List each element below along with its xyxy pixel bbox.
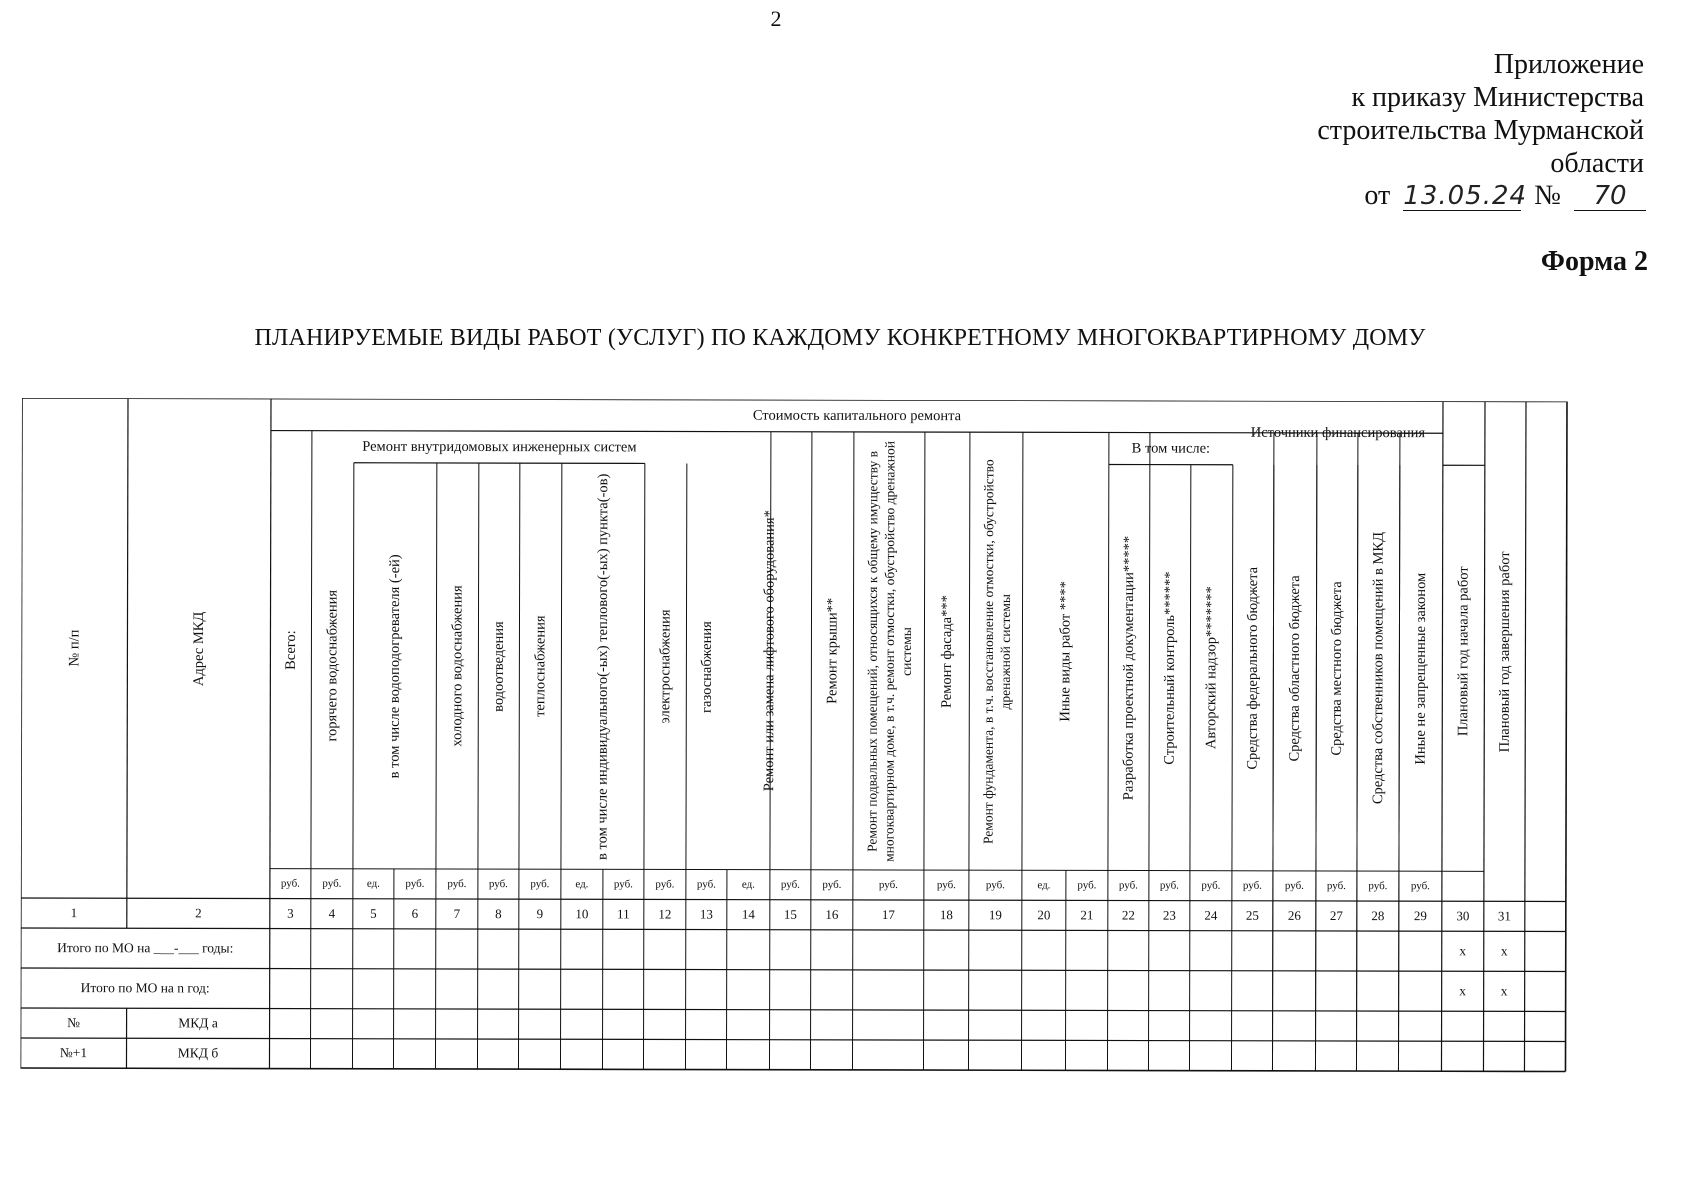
unit-label: руб.: [822, 878, 842, 891]
col-line: [1231, 465, 1232, 1071]
column-number: 11: [617, 906, 630, 922]
column-number: 27: [1329, 907, 1343, 923]
col-line: [852, 432, 853, 1070]
col-line: [477, 463, 478, 1069]
header-facade: Ремонт фасада***: [938, 594, 955, 708]
col-line: [1189, 465, 1190, 1071]
unit-label: руб.: [488, 878, 508, 891]
column-number: 5: [370, 905, 377, 921]
header-local-budget: Средства местного бюджета: [1328, 580, 1345, 756]
appendix-block: [1317, 48, 1644, 180]
col-line: [1107, 432, 1108, 1070]
header-federal-budget: Средства федерального бюджета: [1244, 566, 1261, 770]
header-group-including: В том числе:: [1131, 440, 1211, 457]
col-line: [560, 463, 561, 1069]
header-elevator: Ремонт или замена лифтового оборудования*: [760, 510, 778, 792]
row-mkd-a-number: №: [67, 1015, 81, 1031]
header-cold-water: холодного водоснабжения: [448, 585, 466, 747]
row-mkd-b-number: №+1: [59, 1045, 88, 1061]
header-regional-budget: Средства областного бюджета: [1286, 574, 1303, 762]
column-number: 1: [70, 905, 78, 921]
header-hot-water: горячего водоснабжения: [323, 589, 341, 742]
col-line: [310, 431, 311, 1069]
header-roof: Ремонт крыши**: [823, 597, 841, 704]
header-group-sources: Источники финансирования: [1250, 424, 1426, 442]
order-date-number: [1364, 180, 1646, 212]
header-other-works: Иные виды работ ****: [1056, 581, 1074, 722]
column-number: 8: [495, 906, 502, 922]
col-line: [810, 432, 811, 1070]
column-number: 18: [939, 907, 953, 923]
unit-label: руб.: [1201, 879, 1221, 892]
x-mark: х: [1500, 943, 1508, 959]
col-line: [685, 464, 686, 1070]
column-number: 21: [1080, 907, 1094, 923]
header-total: Всего:: [282, 629, 299, 670]
header-author-supervision: Авторский надзор*******: [1202, 586, 1220, 750]
unit-label: руб.: [878, 878, 898, 891]
column-number: 9: [536, 906, 544, 922]
unit-label: ед.: [741, 878, 755, 891]
col-line: [1315, 465, 1316, 1071]
header-design-docs: Разработка проектной документации*****: [1120, 535, 1137, 800]
unit-label: ед.: [366, 877, 380, 890]
unit-label: руб.: [1077, 879, 1097, 892]
column-number: 16: [825, 906, 839, 922]
appendix-line: строительства Мурманской: [1317, 115, 1644, 146]
header-group-engineering: Ремонт внутридомовых инженерных систем: [362, 438, 637, 456]
column-number: 13: [699, 906, 713, 922]
column-number: 15: [783, 906, 797, 922]
row-total-year: Итого по МО на n год:: [80, 980, 210, 996]
unit-label: руб.: [936, 879, 956, 892]
unit-label: руб.: [1118, 879, 1138, 892]
column-number: 20: [1037, 907, 1051, 923]
works-table: [20, 398, 1662, 1142]
unit-label: руб.: [322, 877, 342, 890]
page-number: 2: [770, 6, 782, 31]
handwritten-number: 70: [1574, 182, 1646, 211]
appendix-line: к приказу Министерства: [1351, 82, 1644, 113]
number-prefix: №: [1534, 180, 1561, 211]
header-heaters: в том числе водоподогревателя (-ей): [386, 553, 403, 778]
col-line: [1021, 432, 1022, 1070]
appendix-line: Приложение: [1493, 49, 1644, 80]
col-line: [1272, 465, 1273, 1071]
column-number: 28: [1371, 908, 1385, 924]
unit-label: руб.: [1284, 879, 1304, 892]
column-number: 25: [1245, 907, 1259, 923]
col-line: [435, 463, 436, 1069]
form-label: Форма 2: [1540, 246, 1648, 277]
header-electricity: электроснабжения: [656, 609, 674, 724]
header-basement: Ремонт подвальных помещений, относящихся к общему имуществу в многоквартирном доме, в т.ч. ремонт отмостки, обустройство дренажной системы: [863, 440, 914, 862]
unit-label: руб.: [1368, 880, 1388, 893]
column-number: 30: [1456, 908, 1470, 924]
x-mark: х: [1500, 983, 1508, 999]
unit-label: руб.: [405, 877, 425, 890]
column-number: 26: [1287, 907, 1301, 923]
column-number: 14: [741, 906, 755, 922]
unit-label: руб.: [1410, 880, 1430, 893]
column-number: 6: [411, 905, 419, 921]
column-number: 23: [1162, 907, 1176, 923]
column-number: 22: [1121, 907, 1135, 923]
col-line: [1148, 433, 1149, 1071]
x-mark: х: [1459, 943, 1467, 959]
col-line: [968, 432, 969, 1070]
column-number: 24: [1204, 907, 1218, 923]
col-line: [1356, 465, 1357, 1071]
row-total-period: Итого по МО на ___-___ годы:: [57, 940, 234, 956]
column-number: 2: [195, 905, 202, 921]
header-owners-funds: Средства собственников помещений в МКД: [1369, 531, 1387, 805]
column-number: 12: [658, 906, 672, 922]
unit-label: руб.: [655, 878, 675, 891]
unit-label: руб.: [530, 878, 550, 891]
header-start-year: Плановый год начала работ: [1454, 566, 1472, 737]
col-line: [643, 463, 644, 1069]
header-heating: теплоснабжения: [531, 615, 549, 717]
date-prefix: от: [1364, 180, 1391, 211]
col-line: [352, 463, 353, 1069]
unit-label: ед.: [575, 878, 589, 891]
col-line: [1398, 465, 1399, 1071]
unit-label: руб.: [1242, 879, 1262, 892]
column-number: 3: [287, 905, 294, 921]
col-line: [518, 463, 519, 1069]
appendix-line: области: [1550, 148, 1644, 179]
header-col-address: Адрес МКД: [190, 611, 207, 686]
header-foundation: Ремонт фундамента, в т.ч. восстановление отмостки, обустройство дренажной системы: [979, 458, 1013, 844]
unit-label: руб.: [613, 878, 633, 891]
column-number: 17: [881, 906, 895, 922]
document-title: ПЛАНИРУЕМЫЕ ВИДЫ РАБОТ (УСЛУГ) ПО КАЖДОМУ КОНКРЕТНОМУ МНОГОКВАРТИРНОМУ ДОМУ: [254, 325, 1426, 351]
unit-label: ед.: [1037, 879, 1051, 892]
row-mkd-b-address: МКД б: [177, 1045, 219, 1061]
header-other-sources: Иные не запрещенные законом: [1412, 572, 1429, 765]
unit-label: руб.: [447, 877, 467, 891]
unit-label: руб.: [1159, 879, 1179, 892]
col-line: [923, 432, 924, 1070]
column-number: 19: [988, 907, 1002, 923]
column-number: 10: [575, 906, 589, 922]
header-construction-control: Строительный контроль******: [1161, 570, 1178, 765]
handwritten-date: 13.05.24: [1403, 181, 1528, 211]
column-number: 7: [453, 905, 461, 921]
header-heat-points: в том числе индивидуального(-ых) теплового(-ых) пункта(-ов): [593, 473, 611, 860]
unit-label: руб.: [696, 878, 716, 891]
header-drainage: водоотведения: [490, 620, 507, 712]
column-number: 4: [328, 905, 336, 921]
row-mkd-a-address: МКД а: [178, 1015, 218, 1031]
unit-label: руб.: [780, 878, 800, 891]
unit-label: руб.: [985, 879, 1005, 892]
header-col-number: № п/п: [65, 629, 82, 667]
unit-label: руб.: [1326, 879, 1346, 893]
column-number: 31: [1497, 908, 1511, 924]
x-mark: х: [1459, 983, 1467, 999]
unit-label: руб.: [280, 877, 300, 890]
header-end-year: Плановый год завершения работ: [1496, 550, 1513, 752]
column-number: 29: [1413, 908, 1427, 924]
header-group-cost: Стоимость капитального ремонта: [752, 407, 962, 425]
header-gas: газоснабжения: [698, 620, 715, 713]
